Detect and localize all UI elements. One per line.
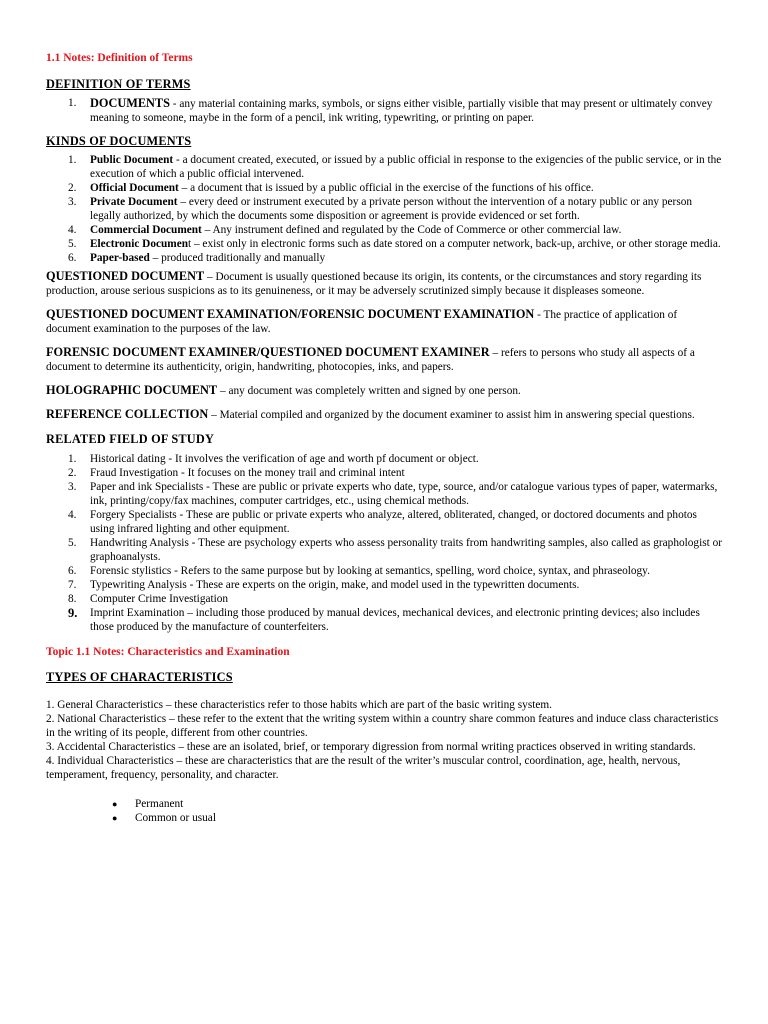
item-number: 5. <box>68 238 77 250</box>
general-characteristics: 1. General Characteristics – these characteristics refer to those habits which are part of the basic writing system. <box>46 699 552 711</box>
item-number: 8. <box>68 593 77 605</box>
definition-heading: DEFINITION OF TERMS <box>46 77 191 91</box>
list-item <box>46 564 722 578</box>
accidental-characteristics: 3. Accidental Characteristics – these are an isolated, brief, or temporary digression from normal writing practices observed in writing standards. <box>46 741 696 753</box>
item-text: - a document created, executed, or issued by a public official in response to the exigencies of the public service, or in the execution of which a public official intervened. <box>90 154 722 180</box>
list-item <box>46 181 722 195</box>
list-item <box>46 96 722 125</box>
list-item <box>46 153 722 181</box>
holographic-paragraph <box>46 383 722 398</box>
list-item <box>46 578 722 592</box>
paragraph-term: REFERENCE COLLECTION <box>46 407 209 421</box>
list-item <box>46 811 722 825</box>
item-text: Forgery Specialists - These are public or private experts who analyze, altered, obliterated, changed, or doctored documents and photos using infrared lighting and other equipment. <box>90 509 697 535</box>
list-item <box>46 466 722 480</box>
bullet-list <box>46 797 722 825</box>
item-text: Paper and ink Specialists - These are public or private experts who date, type, source, and/or catalogue various types of paper, watermarks, ink, printing/copy/fax machines, computer cartridges, etc., using chemical methods. <box>90 481 718 507</box>
item-number: 4. <box>68 224 77 236</box>
item-number: 2. <box>68 467 77 479</box>
item-number: 6. <box>68 252 77 264</box>
item-text: – a document that is issued by a public official in the exercise of the functions of his office. <box>178 182 594 194</box>
list-item <box>46 606 722 634</box>
reference-paragraph <box>46 407 722 422</box>
item-term: Private Document <box>90 196 178 208</box>
item-text: Fraud Investigation - It focuses on the money trail and criminal intent <box>90 467 405 479</box>
item-number: 2. <box>68 182 77 194</box>
paragraph-term: QUESTIONED DOCUMENT <box>46 269 205 283</box>
item-number: 1. <box>68 453 77 465</box>
list-item <box>46 508 722 536</box>
item-number: 1. <box>68 154 77 166</box>
item-text: Imprint Examination – including those produced by manual devices, mechanical devices, and electronic printing devices; also includes those produced by the manufacture of counterfeiters. <box>90 607 700 633</box>
item-number: 4. <box>68 509 77 521</box>
paragraph-text: – Document is usually questioned because its origin, its contents, or the circumstances and story regarding its production, arouse serious suspicions as to its genuineness, or it may be adversely scrutinized simply because it displeases someone. <box>46 271 702 297</box>
item-number: 7. <box>68 579 77 591</box>
item-text: Forensic stylistics - Refers to the same purpose but by looking at semantics, spelling, word choice, syntax, and phraseology. <box>90 565 650 577</box>
list-item <box>46 797 722 811</box>
list-item <box>46 592 722 606</box>
item-text: Typewriting Analysis - These are experts on the origin, make, and model used in the typewritten documents. <box>90 579 580 591</box>
item-term: Paper-based <box>90 252 150 264</box>
list-item <box>46 251 722 265</box>
bullet-text: Permanent <box>135 798 184 810</box>
list-item <box>46 480 722 508</box>
item-text: Historical dating - It involves the verification of age and worth pf document or object. <box>90 453 479 465</box>
item-term: DOCUMENTS <box>90 96 170 110</box>
definition-list <box>46 96 722 125</box>
kinds-list <box>46 153 722 265</box>
paragraph-text: – any document was completely written and signed by one person. <box>217 385 521 397</box>
questioned-document-paragraph <box>46 269 722 298</box>
list-item <box>46 452 722 466</box>
paragraph-text: – refers to persons who study all aspects of a document to determine its authenticity, origin, handwriting, photocopies, inks, and papers. <box>46 347 695 373</box>
item-text: Computer Crime Investigation <box>90 593 229 605</box>
kinds-heading: KINDS OF DOCUMENTS <box>46 134 192 148</box>
examiner-paragraph <box>46 345 722 374</box>
item-number: 1. <box>68 97 77 109</box>
bullet-icon: ● <box>112 813 118 823</box>
item-text: Handwriting Analysis - These are psychology experts who assess personality traits from handwriting samples, also called as graphologist or graphoanalysts. <box>90 537 722 563</box>
item-term: Electronic Documen <box>90 238 188 250</box>
item-number: 3. <box>68 481 77 493</box>
item-number: 5. <box>68 537 77 549</box>
paragraph-text: - The practice of application of document examination to the purposes of the law. <box>46 309 678 335</box>
item-text: – produced traditionally and manually <box>149 252 326 264</box>
bullet-icon: ● <box>112 799 118 809</box>
item-term: Official Document <box>90 182 179 194</box>
notes-title: 1.1 Notes: Definition of Terms <box>46 52 193 64</box>
item-text: – every deed or instrument executed by a private person without the intervention of a notary public or any person legally authorized, by which the documents some disposition or agreement is provide evidenced or set forth. <box>90 196 693 222</box>
item-number: 3. <box>68 196 77 208</box>
item-text: t – exist only in electronic forms such as date stored on a computer network, back-up, archive, or other storage media. <box>188 238 721 250</box>
list-item <box>46 237 722 251</box>
individual-characteristics: 4. Individual Characteristics – these are characteristics that are the result of the writer’s muscular control, coordination, age, health, nervous, temperament, frequency, personality, and character. <box>46 755 681 781</box>
item-text: - any material containing marks, symbols, or signs either visible, partially visible that may present or ultimately convey meaning to someone, maybe in the form of a pencil, ink writing, typewriting, or printing on paper. <box>90 98 713 124</box>
qde-paragraph <box>46 307 722 336</box>
types-heading: TYPES OF CHARACTERISTICS <box>46 670 233 684</box>
related-list <box>46 452 722 634</box>
paragraph-term: QUESTIONED DOCUMENT EXAMINATION/FORENSIC DOCUMENT EXAMINATION <box>46 307 535 321</box>
national-characteristics: 2. National Characteristics – these refer to the extent that the writing system within a country share common features and induce class characteristics in the writing of its people, different from other countries. <box>46 713 719 739</box>
paragraph-term: HOLOGRAPHIC DOCUMENT <box>46 383 218 397</box>
bullet-text: Common or usual <box>135 812 216 824</box>
list-item <box>46 536 722 564</box>
item-number: 6. <box>68 565 77 577</box>
item-number: 9. <box>68 606 78 620</box>
related-heading: RELATED FIELD OF STUDY <box>46 432 215 446</box>
list-item <box>46 223 722 237</box>
paragraph-term: FORENSIC DOCUMENT EXAMINER/QUESTIONED DOCUMENT EXAMINER <box>46 345 490 359</box>
list-item <box>46 195 722 223</box>
topic-title: Topic 1.1 Notes: Characteristics and Examination <box>46 646 290 658</box>
paragraph-text: – Material compiled and organized by the document examiner to assist him in answering special questions. <box>208 409 695 421</box>
item-term: Public Document <box>90 154 174 166</box>
item-text: – Any instrument defined and regulated by the Code of Commerce or other commercial law. <box>201 224 622 236</box>
item-term: Commercial Document <box>90 224 202 236</box>
